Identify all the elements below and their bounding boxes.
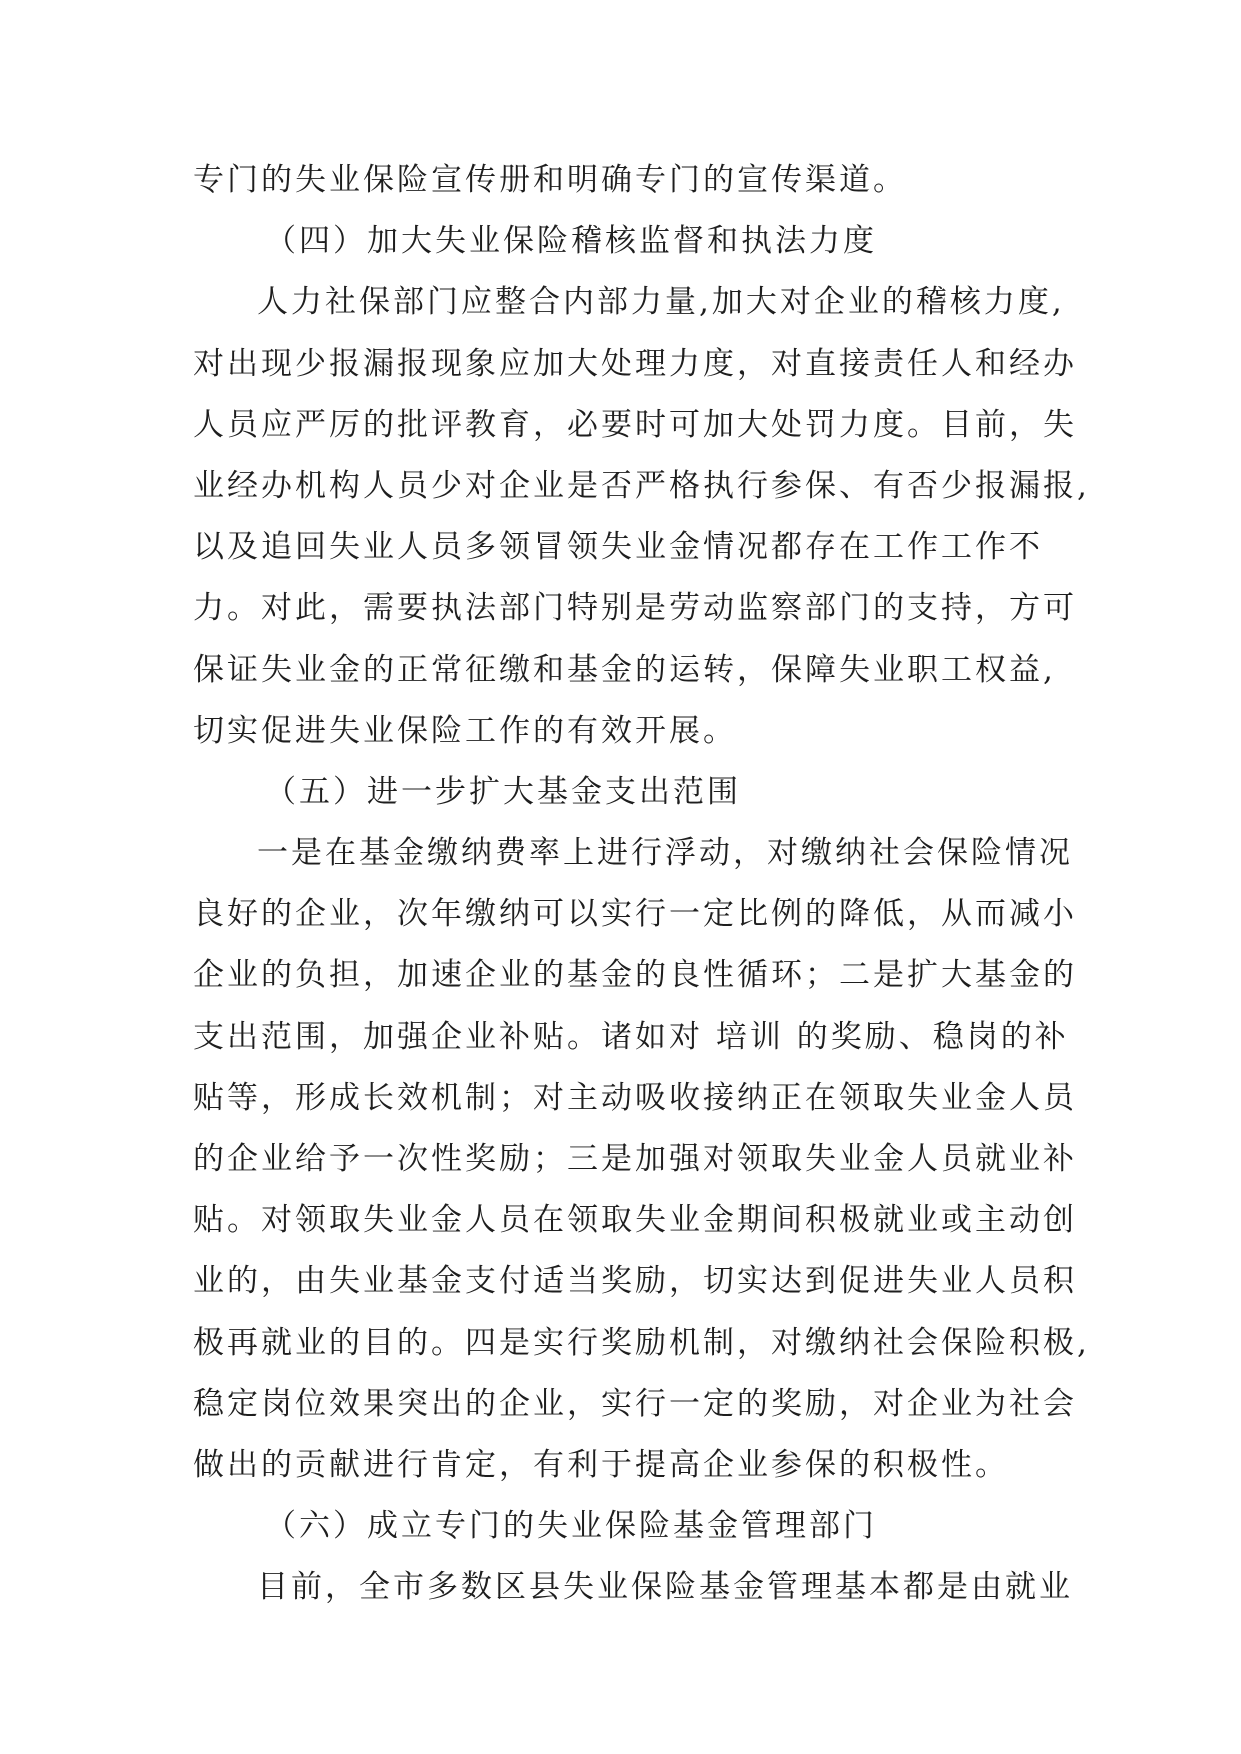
text-line: 业经办机构人员少对企业是否严格执行参保、有否少报漏报,	[193, 467, 1090, 504]
text-line: 企业的负担，加速企业的基金的良性循环；二是扩大基金的	[193, 957, 1077, 994]
text-line: 力。对此，需要执法部门特别是劳动监察部门的支持，方可	[193, 590, 1077, 627]
body-text	[193, 150, 1093, 1619]
section-heading-4: （四）加大失业保险稽核监督和执法力度	[265, 223, 877, 260]
text-line: 的企业给予一次性奖励；三是加强对领取失业金人员就业补	[193, 1141, 1077, 1177]
section-heading-5: （五）进一步扩大基金支出范围	[265, 773, 741, 810]
text-line: 良好的企业，次年缴纳可以实行一定比例的降低，从而减小	[193, 896, 1077, 933]
section-heading-6: （六）成立专门的失业保险基金管理部门	[265, 1508, 877, 1545]
text-line: 保证失业金的正常征缴和基金的运转，保障失业职工权益,	[193, 651, 1056, 688]
text-line: 专门的失业保险宣传册和明确专门的宣传渠道。	[193, 162, 907, 198]
text-line: 极再就业的目的。四是实行奖励机制，对缴纳社会保险积极,	[193, 1324, 1090, 1361]
text-line: 切实促进失业保险工作的有效开展。	[193, 712, 737, 749]
text-line: 人员应严厉的批评教育，必要时可加大处罚力度。目前，失	[193, 406, 1077, 443]
paragraph-start: 一是在基金缴纳费率上进行浮动，对缴纳社会保险情况	[257, 835, 1073, 872]
text-line: 做出的贡献进行肯定，有利于提高企业参保的积极性。	[193, 1446, 1009, 1483]
text-line: 支出范围，加强企业补贴。诸如对 培训 的奖励、稳岗的补	[193, 1018, 1069, 1055]
paragraph-start: 人力社保部门应整合内部力量,加大对企业的稽核力度,	[257, 284, 1065, 321]
text-line: 贴等，形成长效机制；对主动吸收接纳正在领取失业金人员	[193, 1079, 1077, 1116]
text-line: 贴。对领取失业金人员在领取失业金期间积极就业或主动创	[193, 1202, 1077, 1239]
text-line: 稳定岗位效果突出的企业，实行一定的奖励，对企业为社会	[193, 1385, 1077, 1422]
paragraph-start: 目前，全市多数区县失业保险基金管理基本都是由就业	[257, 1569, 1073, 1606]
text-line: 对出现少报漏报现象应加大处理力度，对直接责任人和经办	[193, 345, 1077, 382]
text-line: 以及追回失业人员多领冒领失业金情况都存在工作工作不	[193, 529, 1043, 566]
text-line: 业的，由失业基金支付适当奖励，切实达到促进失业人员积	[193, 1263, 1077, 1300]
